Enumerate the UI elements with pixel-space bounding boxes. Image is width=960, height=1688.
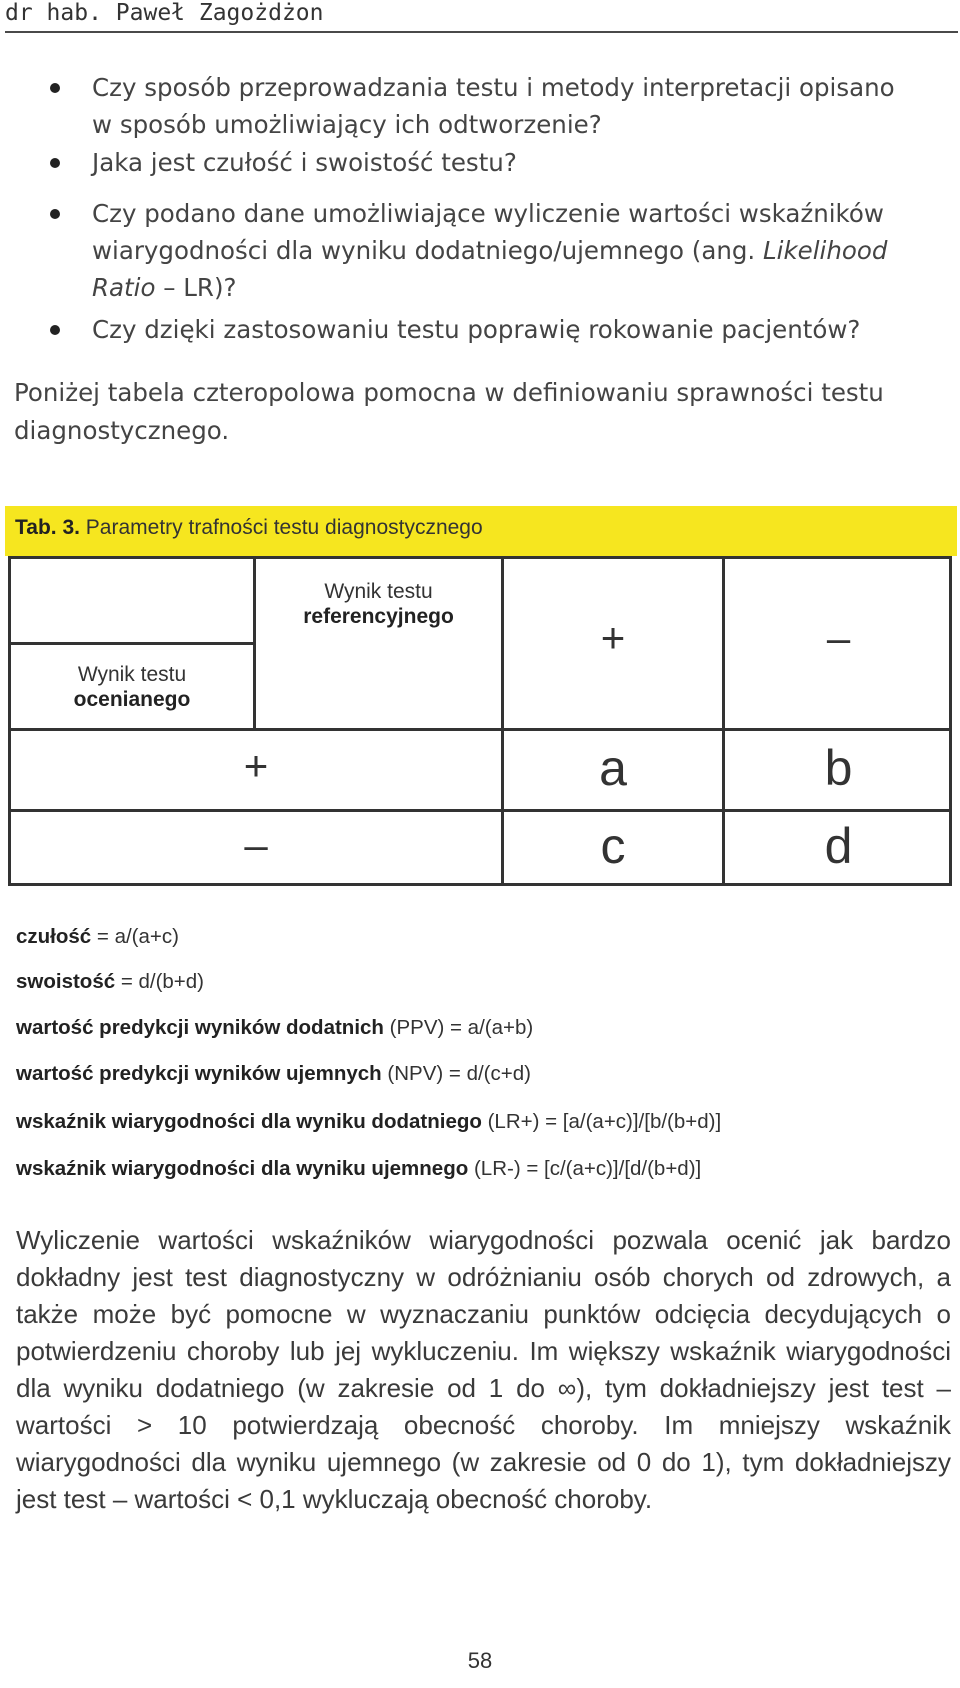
cell-d: d [824, 818, 853, 874]
intro-text: Poniżej tabela czteropolowa pomocna w definiowaniu sprawności testu diagnostycznego. [14, 378, 884, 445]
cell-b: b [824, 740, 853, 796]
body-paragraph: Wyliczenie wartości wskaźników wiarygodności pozwala ocenić jak bardzo dokładny jest test diagnostyczny w odróżnianiu osób chorych od zdrowych, a także może być pomocne w wyznaczaniu punktów odcięcia decydujących o potwierdzeniu choroby lub jej wykluczeniu. Im większy wskaźnik wiarygodności dla wyniku dodatniego (w zakresie od 1 do ∞), tym dokładniejszy jest test – wartości > 10 potwierdzają obecność choroby. Im mniejszy wskaźnik wiarygodności dla wyniku ujemnego (w zakresie od 0 do 1), tym dokładniejszy jest test – wartości < 0,1 wykluczają obecność choroby. [16, 1225, 951, 1514]
bullet-icon [50, 83, 60, 93]
bullet-icon [50, 209, 60, 219]
formula-npv: wartość predykcji wyników ujemnych (NPV) = d/(c+d) [16, 1062, 531, 1085]
formula-lr-positive: wskaźnik wiarygodności dla wyniku dodatniego (LR+) = [a/(a+c)]/[b/(b+d)] [16, 1110, 722, 1133]
formula-ppv: wartość predykcji wyników dodatnich (PPV) = a/(a+b) [16, 1016, 534, 1039]
column-negative: – [826, 614, 851, 661]
list-item: Czy dzięki zastosowaniu testu poprawię rokowanie pacjentów? [92, 311, 952, 348]
row-negative: – [244, 821, 268, 868]
contingency-table [8, 556, 952, 886]
reference-test-header: Wynik testu referencyjnego [303, 580, 454, 628]
formula-lr-negative: wskaźnik wiarygodności dla wyniku ujemnego (LR-) = [c/(a+c)]/[d/(b+d)] [16, 1157, 702, 1180]
page-header [5, 0, 958, 33]
table-line [11, 809, 952, 812]
author-name: dr hab. Paweł Zagożdżon [5, 0, 324, 26]
list-item: Czy sposób przeprowadzania testu i metody interpretacji opisano w sposób umożliwiający ich odtworzenie? [92, 69, 952, 143]
caption-text: Parametry trafności testu diagnostycznego [79, 516, 483, 539]
list-item: Czy podano dane umożliwiające wyliczenie wartości wskaźników wiarygodności dla wyniku dodatniego/ujemnego (ang. Likelihood Ratio – LR)? [92, 195, 952, 306]
column-positive: + [600, 614, 626, 661]
list-item: Jaka jest czułość i swoistość testu? [92, 144, 952, 181]
bullet-icon [50, 325, 60, 335]
formula-specificity: swoistość = d/(b+d) [16, 970, 205, 993]
row-positive: + [243, 742, 269, 789]
table-line [11, 642, 256, 645]
formula-sensitivity: czułość = a/(a+c) [16, 925, 179, 948]
cell-a: a [599, 740, 627, 796]
caption-label: Tab. 3. [15, 516, 80, 539]
table-caption [5, 506, 957, 556]
page-number: 58 [467, 1648, 493, 1673]
evaluated-test-header: Wynik testu ocenianego [73, 663, 191, 711]
cell-c: c [600, 818, 626, 874]
table-line [11, 728, 952, 731]
bullet-icon [50, 158, 60, 168]
